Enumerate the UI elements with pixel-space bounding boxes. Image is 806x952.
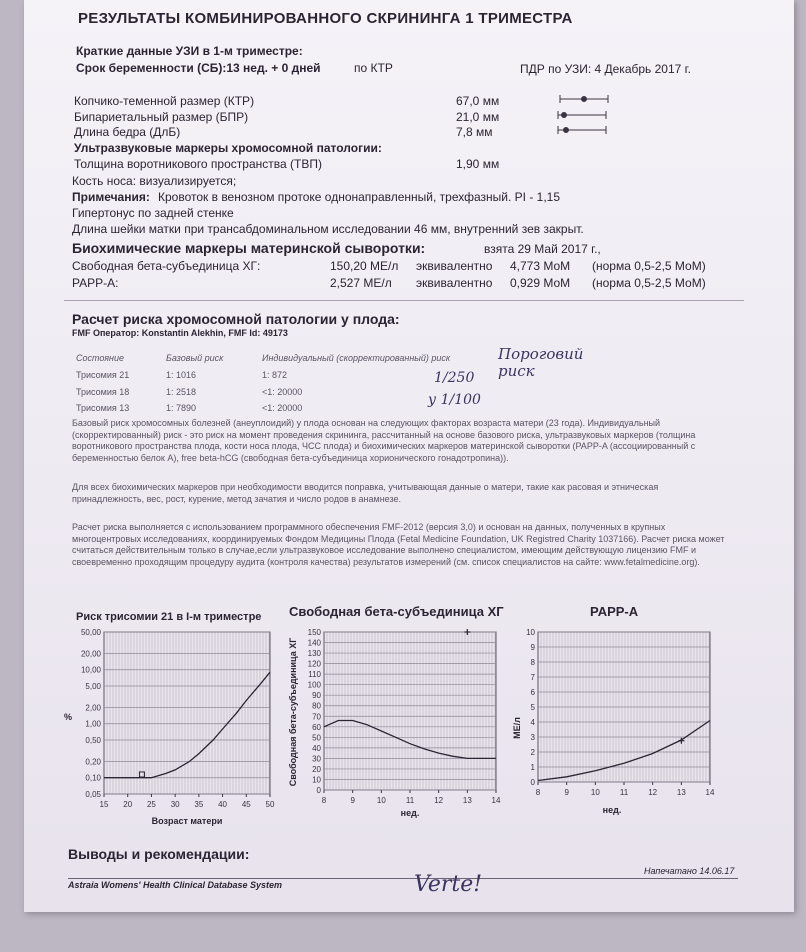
x-tick-label: 9 (564, 788, 569, 797)
paragraph-corrections: Для всех биохимических маркеров при необходимости вводится поправка, учитывающая данные о матери, такие как расовая и этническая принадлежность, вес, рост, курение, метод зачатия и число родов в анамнезе. (72, 482, 659, 504)
bio-eq: эквивалентно (416, 259, 493, 273)
risk-row-individual: 1: 872 (262, 370, 288, 380)
x-tick-label: 30 (170, 800, 180, 809)
x-tick-label: 12 (648, 788, 658, 797)
bio-heading: Биохимические маркеры материнской сыворотки: (72, 240, 426, 256)
y-tick-label: 120 (307, 659, 321, 669)
measurement-label: Длина бедра (ДлБ) (74, 125, 181, 139)
x-tick-label: 11 (619, 788, 629, 797)
y-tick-label: 6 (530, 688, 535, 697)
y-tick-label: 7 (530, 673, 535, 682)
x-tick-label: 40 (218, 800, 228, 809)
operator-line: FMF Оператор: Konstantin Alekhin, FMF Id: 49173 (72, 328, 288, 338)
y-tick-label: 1 (530, 763, 535, 772)
y-tick-label: 1,00 (85, 719, 101, 729)
measurement-value: 7,8 мм (456, 125, 493, 139)
risk-heading: Расчет риска хромосомной патологии у плода: (72, 311, 400, 327)
y-tick-label: 5 (530, 703, 535, 712)
conclusions-heading: Выводы и рекомендации: (68, 846, 250, 862)
y-tick-label: 80 (312, 701, 321, 711)
x-tick-label: 8 (535, 788, 541, 797)
x-axis-label: нед. (602, 805, 622, 815)
y-tick-label: 0,50 (85, 736, 101, 745)
chart-title: Свободная бета-субъединица ХГ (289, 604, 504, 619)
paragraph-basis: Базовый риск хромосомных болезней (анеуплоидий) у плода основан на следующих факторах возраста матери (23 года). Индивидуальный (скорректированный) риск - это риск на момент проведения скрининга, рассчитанный на основе базового риска, ультразвуковых маркеров (толщина воротникового пространства плода, кости носа плода, ЧСС плода) и биохимических маркеров материнской сыворотки (PAPP-A (ассоциированный с беременностью белок A), free beta-hCG (свободная бета-субъединица хорионического гонадотропина)). (72, 418, 696, 463)
x-tick-label: 13 (676, 788, 686, 797)
markers-heading: Ультразвуковые маркеры хромосомной патологии: (74, 141, 382, 155)
x-tick-label: 14 (705, 788, 715, 797)
y-tick-label: 50 (312, 733, 321, 743)
bio-mom: 4,773 МоМ (510, 259, 571, 273)
y-tick-label: 50,00 (80, 628, 101, 637)
y-tick-label: 9 (530, 643, 535, 652)
hypertonus-note: Гипертонус по задней стенке (72, 206, 234, 220)
cervix-note: Длина шейки матки при трансабдоминальном исследовании 46 мм, внутренний зев закрыт. (72, 222, 584, 236)
y-tick-label: 10,00 (80, 665, 101, 675)
chart-title: Риск трисомии 21 в I-м триместре (76, 611, 262, 623)
dlb-marker (564, 128, 569, 133)
footer-print-date: Напечатано 14.06.17 (644, 866, 735, 876)
y-tick-label: 0 (530, 778, 535, 787)
bio-mom: 0,929 МоМ (510, 276, 571, 290)
tvp-label: Толщина воротникового пространства (ТВП) (74, 157, 322, 171)
y-tick-label: 5,00 (85, 682, 101, 691)
y-tick-label: 0 (316, 786, 321, 795)
chart-plot-area (324, 632, 496, 790)
paragraph-software: Расчет риска выполняется с использованием программного обеспечения FMF-2012 (версия 3,0) и основан на данных, полученных в крупных многоцентровых исследованиях, координируемых Фондом Медицины Плода (Fetal Medicine Foundation, UK Registred Charity 1037166). Расчет риска может считаться действительным только в случае,если ультразвуковое исследование выполнено специалистом, имеющим действующую лицензию FMF и своевременно проходящим процедуру аудита (контроля качества) результатов измерений (см. список специалистов на сайте: www.fetalmedicine.org). (72, 522, 725, 567)
free-bhcg-chart (286, 624, 510, 834)
report-sheet (24, 0, 794, 912)
bio-label: Свободная бета-субъединица ХГ: (72, 259, 261, 273)
y-tick-label: 60 (312, 722, 321, 732)
gestational-age-method: по КТР (354, 61, 393, 75)
x-tick-label: 25 (146, 800, 156, 809)
x-tick-label: 9 (350, 796, 355, 805)
handwritten-threshold-note: Пороговий риск (498, 345, 584, 380)
y-tick-label: 90 (312, 691, 321, 701)
y-tick-label: 10 (312, 775, 321, 785)
measurement-value: 21,0 мм (456, 110, 500, 124)
y-tick-label: 110 (308, 670, 321, 680)
risk-row-base: 1: 2518 (166, 387, 197, 397)
x-tick-label: 12 (434, 796, 444, 805)
y-tick-label: 130 (307, 649, 321, 659)
y-tick-label: 8 (530, 658, 535, 667)
bio-date: взята 29 Май 2017 г., (484, 242, 601, 256)
measurement-value: 67,0 мм (456, 94, 500, 108)
us-heading: Краткие данные УЗИ в 1-м триместре: (76, 44, 303, 58)
measurement-range-markers (554, 92, 614, 136)
chart-title: PAPP-A (590, 604, 639, 619)
x-axis-label: Возраст матери (151, 816, 223, 826)
tvp-value: 1,90 мм (456, 157, 500, 171)
y-tick-label: 150 (307, 628, 321, 637)
handwritten-signature: Verte! (414, 872, 483, 897)
footer-system-name: Astraia Womens' Health Clinical Database System (68, 880, 283, 890)
bio-value: 150,20 МЕ/л (330, 259, 399, 273)
bio-eq: эквивалентно (416, 276, 493, 290)
measurement-label: Бипариетальный размер (БПР) (74, 110, 249, 124)
risk-row-individual: <1: 20000 (262, 403, 303, 413)
x-tick-label: 35 (194, 800, 204, 809)
notes-text: Кровоток в венозном протоке однонаправленный, трехфазный. PI - 1,15 (158, 190, 561, 204)
risk-row-individual: <1: 20000 (262, 387, 303, 397)
bio-label: PAPP-A: (72, 276, 119, 290)
y-axis-label: МЕ/л (512, 717, 522, 739)
risk-row-base: 1: 7890 (166, 403, 197, 413)
bio-norm: (норма 0,5-2,5 МоМ) (592, 259, 706, 273)
footer-divider (68, 878, 738, 879)
x-tick-label: 10 (376, 796, 386, 805)
risk-header-base: Базовый риск (166, 353, 224, 363)
x-tick-label: 13 (462, 796, 472, 805)
bio-value: 2,527 МЕ/л (330, 276, 392, 290)
y-tick-label: 20 (312, 764, 321, 774)
y-tick-label: 20,00 (80, 649, 101, 659)
y-tick-label: 100 (307, 680, 321, 690)
risk-header-state: Состояние (76, 353, 124, 363)
x-tick-label: 10 (590, 788, 600, 797)
y-tick-label: 4 (530, 718, 535, 727)
x-tick-label: 45 (241, 800, 251, 809)
y-tick-label: 0,10 (85, 773, 101, 783)
risk-row-state: Трисомия 13 (76, 403, 130, 413)
risk-row-base: 1: 1016 (166, 370, 197, 380)
risk-header-individual: Индивидуальный (скорректированный) риск (262, 353, 451, 363)
x-tick-label: 8 (321, 796, 327, 805)
y-tick-label: 70 (312, 712, 321, 722)
y-axis-label: Свободная бета-субъединица ХГ (288, 637, 298, 787)
y-tick-label: 140 (307, 638, 321, 648)
bio-norm: (норма 0,5-2,5 МоМ) (592, 276, 706, 290)
section-divider (64, 300, 744, 301)
y-tick-label: 2,00 (85, 703, 101, 713)
y-tick-label: 40 (312, 743, 321, 753)
ktr-marker (582, 97, 587, 102)
y-tick-label: 10 (526, 628, 535, 637)
t21-risk-chart (60, 624, 284, 834)
risk-row-state: Трисомия 18 (76, 387, 130, 397)
nose-bone: Кость носа: визуализируется; (72, 174, 237, 188)
due-date: ПДР по УЗИ: 4 Декабрь 2017 г. (520, 62, 691, 76)
gestational-age: Срок беременности (СБ):13 нед. + 0 дней (76, 61, 321, 75)
x-tick-label: 15 (99, 800, 109, 809)
notes-label: Примечания: (72, 190, 150, 204)
measurement-label: Копчико-теменной размер (КТР) (74, 94, 255, 108)
y-tick-label: 30 (312, 754, 321, 764)
papp-a-chart (512, 624, 724, 834)
x-tick-label: 20 (123, 800, 133, 809)
x-tick-label: 50 (265, 800, 275, 809)
y-axis-label: % (64, 712, 73, 722)
x-tick-label: 11 (405, 796, 415, 805)
y-tick-label: 3 (530, 733, 535, 742)
risk-row-state: Трисомия 21 (76, 370, 130, 380)
handwritten-t18-threshold: у 1/100 (428, 392, 481, 408)
y-tick-label: 2 (530, 748, 535, 757)
x-axis-label: нед. (400, 808, 420, 818)
handwritten-t21-threshold: 1/250 (434, 370, 475, 386)
y-tick-label: 0,05 (85, 790, 101, 799)
bpr-marker (562, 113, 567, 118)
x-tick-label: 14 (491, 796, 501, 805)
report-title: РЕЗУЛЬТАТЫ КОМБИНИРОВАННОГО СКРИНИНГА 1 ТРИМЕСТРА (78, 10, 573, 27)
y-tick-label: 0,20 (85, 757, 101, 767)
